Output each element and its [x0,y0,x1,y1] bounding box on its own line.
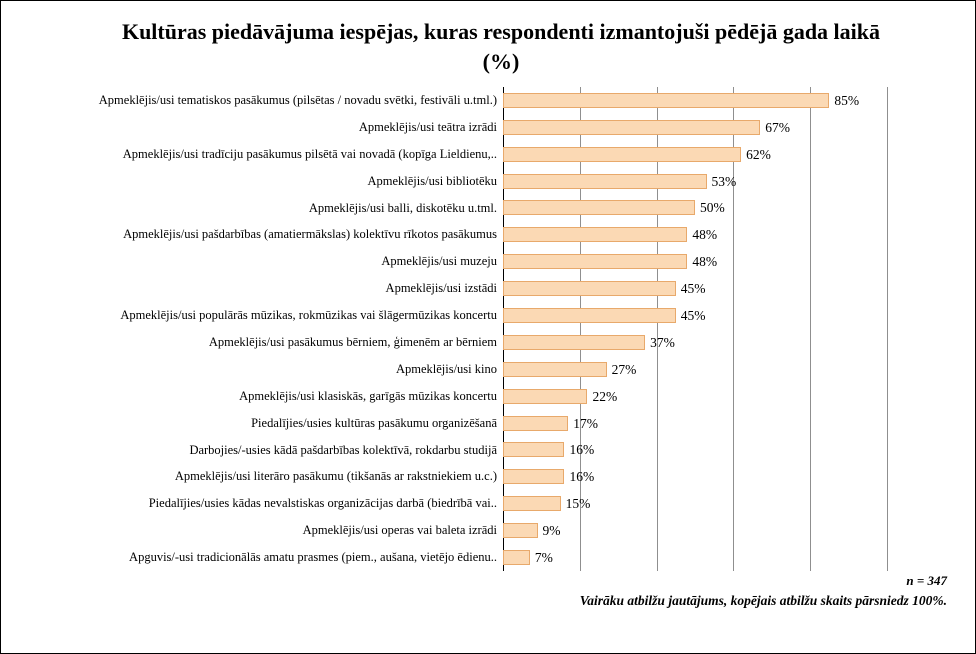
category-label: Apmeklējis/usi pasākumus bērniem, ģimenēm ar bērniem [208,335,497,349]
bar [503,362,607,377]
chart-row [381,248,887,275]
category-label: Piedalījies/usies kādas nevalstiskas organizācijas darbā (biedrībā vai.. [148,496,497,511]
chart-row [302,517,887,544]
bar [503,523,538,538]
bar-value-label: 67% [765,119,791,135]
category-label: Apmeklējis/usi literāro pasākumu (tikšanās ar rakstniekiem u.c.) [174,469,497,484]
bar [503,469,564,484]
chart-row [251,410,887,437]
category-label: Apmeklējis/usi muzeju [381,254,497,269]
bar [503,389,587,404]
category-label: Apmeklējis/usi klasiskās, garīgās mūzikas koncertu [239,388,497,403]
bar-track [503,146,771,162]
bar [503,93,829,108]
bar-track [503,496,591,512]
chart-row [123,221,887,248]
chart-row [98,87,887,114]
bar-value-label: 50% [700,200,725,216]
bar-track [503,550,553,566]
bar [503,254,687,269]
bar-track [503,469,595,485]
bar-value-label: 85% [834,92,860,108]
chart-row [239,383,887,410]
bar-track [503,523,561,539]
bar-track [503,388,618,404]
bar-track [503,442,595,458]
bar [503,174,707,189]
bar-value-label: 48% [692,254,718,270]
bar-track [503,227,718,243]
bar-track [503,281,706,297]
bar [503,442,564,457]
bar [503,335,645,350]
chart-row [385,275,887,302]
chart-row [367,168,887,195]
bar [503,147,741,162]
bar [503,550,530,565]
bar-value-label: 16% [569,442,595,458]
bar-value-label: 9% [542,523,561,539]
bar-value-label: 37% [650,334,675,350]
bar [503,496,561,511]
bar-track [503,334,675,350]
chart-row [308,195,887,222]
category-label: Apmeklējis/usi kino [395,361,497,376]
category-label: Apmeklējis/usi operas vai baleta izrādi [302,523,497,538]
bar-value-label: 16% [569,469,595,485]
plot-area [98,87,887,571]
bar [503,281,676,296]
category-label: Apmeklējis/usi tematiskos pasākumus (pilsētas / novadu svētki, festivāli u.tml.) [98,93,497,107]
bar-value-label: 15% [565,496,591,512]
category-label: Apmeklējis/usi pašdarbības (amatiermākslas) kolektīvu rīkotos pasākumus [123,227,497,242]
category-label: Apmeklējis/usi tradīciju pasākumus pilsētā vai novadā (kopīga Lieldienu,.. [122,146,497,161]
bar [503,416,568,431]
category-label: Piedalījies/usies kultūras pasākumu organizēšanā [251,415,497,430]
bar [503,227,687,242]
bar-value-label: 45% [680,308,706,324]
bar-track [503,254,718,270]
bar-value-label: 7% [534,550,553,566]
bar-track [503,415,599,431]
bar-value-label: 53% [711,173,737,189]
bar-track [503,308,706,324]
category-label: Apmeklējis/usi izstādi [385,281,497,296]
bar-track [503,92,860,108]
chart-row [129,544,887,571]
chart-row [148,490,887,517]
category-label: Apguvis/-usi tradicionālās amatu prasmes (piem., aušana, vietējo ēdienu.. [129,550,497,565]
bar-value-label: 48% [692,227,718,243]
category-label: Apmeklējis/usi populārās mūzikas, rokmūzikas vai šlāgermūzikas koncertu [120,308,497,323]
chart-row [395,356,887,383]
bar [503,120,760,135]
chart-row [358,114,887,141]
chart-title: Kultūras piedāvājuma iespējas, kuras respondenti izmantojuši pēdējā gada laikā (%) [121,19,881,74]
multi-answer-note: Vairāku atbilžu jautājums, kopējais atbilžu skaits pārsniedz 100%. [579,593,947,608]
bar-value-label: 27% [611,361,637,377]
category-label: Apmeklējis/usi balli, diskotēku u.tml. [308,200,497,215]
gridline [887,87,888,571]
category-label: Apmeklējis/usi teātra izrādi [358,119,497,134]
bar [503,200,695,215]
bar-track [503,173,737,189]
bar-value-label: 17% [573,415,599,431]
sample-size-note: n = 347 [906,573,947,588]
category-label: Apmeklējis/usi bibliotēku [367,173,497,188]
bar-track [503,200,725,216]
bar-value-label: 45% [680,281,706,297]
chart-row [120,302,887,329]
bar-track [503,361,637,377]
bar [503,308,676,323]
category-label: Darbojies/-usies kādā pašdarbības kolektīvā, rokdarbu studijā [189,442,497,457]
bar-track [503,119,791,135]
chart-row [189,437,887,464]
chart-row [122,141,887,168]
bar-value-label: 62% [746,146,771,162]
chart-row [208,329,887,356]
bar-value-label: 22% [592,388,618,404]
chart-row [174,463,887,490]
